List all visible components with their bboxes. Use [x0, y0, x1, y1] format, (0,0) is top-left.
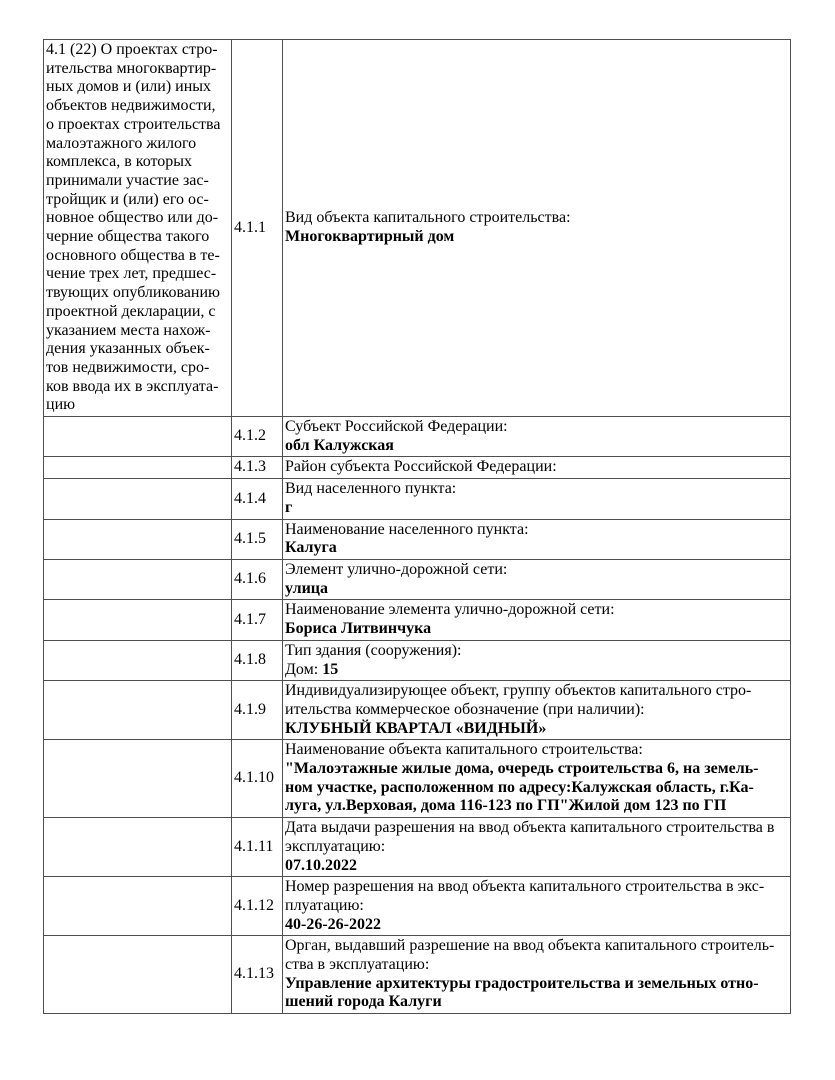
- table-row: [44, 417, 791, 457]
- field-value-text: Бориса Литвинчука: [285, 620, 432, 638]
- row-number: 4.1.13: [232, 936, 283, 1014]
- row-number: 4.1.1: [232, 40, 283, 417]
- row-number: 4.1.10: [232, 740, 283, 818]
- field-label-text: Наименование объекта капитального строительства:: [285, 741, 643, 759]
- section-empty-cell: [44, 457, 232, 479]
- field-value-text: ном участке, расположенном по адресу:Калужская область, г.Ка-: [285, 778, 754, 796]
- row-content: [283, 740, 791, 818]
- field-label-text: Наименование населенного пункта:: [285, 520, 529, 538]
- field-value-text: Многоквартирный дом: [285, 228, 455, 246]
- field-label-text: ительства коммерческое обозначение (при наличии):: [285, 700, 645, 718]
- field-label-text: Вид населенного пункта:: [285, 480, 457, 498]
- field-value-text: шений города Калуги: [285, 993, 442, 1011]
- field-label-line: [285, 480, 788, 499]
- table-row: [44, 740, 791, 818]
- row-content: [283, 818, 791, 877]
- section-description-line: ных домов и (или) иных: [46, 78, 212, 96]
- row-content: [283, 936, 791, 1014]
- field-value-line: [285, 993, 788, 1012]
- table-row: [44, 640, 791, 680]
- field-value-line: [285, 760, 788, 779]
- row-content: [283, 519, 791, 559]
- section-empty-cell: [44, 740, 232, 818]
- table-row: [44, 818, 791, 877]
- field-value-text: г: [285, 498, 293, 516]
- section-description-line: о проектах строительства: [46, 115, 221, 133]
- section-empty-cell: [44, 479, 232, 519]
- row-number: 4.1.6: [232, 559, 283, 599]
- section-description-line: черние общества такого: [46, 228, 210, 246]
- table-row: [44, 936, 791, 1014]
- section-description-line: новное общество или до-: [46, 209, 219, 227]
- field-label-text: Вид объекта капитального строительства:: [285, 209, 571, 227]
- field-value-line: [285, 437, 788, 456]
- field-value-text: 07.10.2022: [285, 856, 357, 874]
- row-number: 4.1.5: [232, 519, 283, 559]
- field-label-text: Тип здания (сооружения):: [285, 641, 462, 659]
- field-label-line: [285, 897, 788, 916]
- section-description-line: проектной декларации, с: [46, 302, 216, 320]
- field-label-text: Дата выдачи разрешения на ввод объекта капитального строительства в: [285, 819, 775, 837]
- field-label-text: эксплуатацию:: [285, 837, 386, 855]
- table-row: [44, 519, 791, 559]
- field-label-line: [285, 642, 788, 661]
- row-content: [283, 40, 791, 417]
- section-description-line: чение трех лет, предшес-: [46, 265, 217, 283]
- field-value-text: "Малоэтажные жилые дома, очередь строительства 6, на земель-: [285, 760, 759, 778]
- table-row: [44, 479, 791, 519]
- table-row: [44, 40, 791, 417]
- row-content: [283, 479, 791, 519]
- field-label-line: [285, 741, 788, 760]
- field-label-line: [285, 601, 788, 620]
- field-value-line: [285, 975, 788, 994]
- field-label-text: Номер разрешения на ввод объекта капитального строительства в экс-: [285, 878, 765, 896]
- row-number: 4.1.9: [232, 681, 283, 740]
- field-value-text: Калуга: [285, 539, 337, 557]
- field-value-line: [285, 539, 788, 558]
- field-label-text: Орган, выдавший разрешение на ввод объекта капитального строитель-: [285, 937, 775, 955]
- table-row: [44, 877, 791, 936]
- section-empty-cell: [44, 936, 232, 1014]
- field-value-line: [285, 661, 788, 680]
- field-value-line: [285, 620, 788, 639]
- table-row: [44, 600, 791, 640]
- section-description-line: 4.1 (22) О проектах стро-: [46, 41, 218, 58]
- declaration-table-body: [44, 40, 791, 1014]
- row-number: 4.1.3: [232, 457, 283, 479]
- section-description-line: дения указанных объек-: [46, 340, 210, 358]
- section-description-cell: [44, 40, 232, 417]
- row-number: 4.1.8: [232, 640, 283, 680]
- field-value-text: улица: [285, 579, 329, 597]
- field-label-text: Субъект Российской Федерации:: [285, 418, 508, 436]
- section-empty-cell: [44, 559, 232, 599]
- field-label-line: [285, 701, 788, 720]
- row-content: [283, 877, 791, 936]
- field-label-line: [285, 458, 788, 477]
- field-value-text: Управление архитектуры градостроительства и земельных отно-: [285, 974, 759, 992]
- section-description-line: принимали участие зас-: [46, 171, 209, 189]
- field-label-text: Наименование элемента улично-дорожной сети:: [285, 601, 615, 619]
- field-label-line: [285, 878, 788, 897]
- field-label-line: [285, 838, 788, 857]
- field-label-line: [285, 561, 788, 580]
- declaration-table: [43, 39, 791, 1014]
- field-label-line: [285, 937, 788, 956]
- table-row: [44, 681, 791, 740]
- section-description-line: цию: [46, 396, 76, 414]
- row-number: 4.1.2: [232, 417, 283, 457]
- table-row: [44, 457, 791, 479]
- field-value-text: КЛУБНЫЙ КВАРТАЛ «ВИДНЫЙ»: [285, 719, 547, 737]
- row-content: [283, 600, 791, 640]
- section-description-line: тройщик и (или) его ос-: [46, 190, 209, 208]
- field-value-line: [285, 228, 788, 247]
- field-value-line: [285, 916, 788, 935]
- section-description-line: ительства многоквартир-: [46, 59, 217, 77]
- field-value-text: обл Калужская: [285, 436, 394, 454]
- field-value-line: [285, 779, 788, 798]
- row-content: [283, 417, 791, 457]
- field-value-text: 15: [322, 660, 339, 678]
- section-empty-cell: [44, 519, 232, 559]
- section-empty-cell: [44, 818, 232, 877]
- field-value-line: [285, 499, 788, 518]
- section-empty-cell: [44, 600, 232, 640]
- field-value-line: [285, 797, 788, 816]
- section-description-line: основного общества в те-: [46, 246, 220, 264]
- row-content: [283, 681, 791, 740]
- field-value-line: [285, 857, 788, 876]
- field-label-text: Элемент улично-дорожной сети:: [285, 560, 508, 578]
- section-empty-cell: [44, 681, 232, 740]
- section-description-line: ков ввода их в эксплуата-: [46, 377, 219, 395]
- section-description-line: тов недвижимости, сро-: [46, 358, 210, 376]
- field-value-line: [285, 720, 788, 739]
- section-description-line: объектов недвижимости,: [46, 97, 216, 115]
- row-number: 4.1.4: [232, 479, 283, 519]
- field-label-line: [285, 682, 788, 701]
- row-content: [283, 559, 791, 599]
- field-label-text: Район субъекта Российской Федерации:: [285, 458, 557, 476]
- field-label-text: Дом:: [285, 660, 323, 678]
- section-empty-cell: [44, 417, 232, 457]
- field-value-text: луга, ул.Верховая, дома 116-123 по ГП"Жилой дом 123 по ГП: [285, 797, 727, 815]
- field-label-text: плуатацию:: [285, 896, 364, 914]
- section-description-line: указанием места нахож-: [46, 321, 211, 339]
- section-description-line: малоэтажного жилого: [46, 134, 197, 152]
- field-label-line: [285, 956, 788, 975]
- row-content: [283, 457, 791, 479]
- field-label-line: [285, 819, 788, 838]
- row-content: [283, 640, 791, 680]
- row-number: 4.1.11: [232, 818, 283, 877]
- row-number: 4.1.12: [232, 877, 283, 936]
- section-empty-cell: [44, 640, 232, 680]
- field-value-line: [285, 580, 788, 599]
- field-label-line: [285, 209, 788, 228]
- field-label-line: [285, 521, 788, 540]
- field-label-text: ства в эксплуатацию:: [285, 956, 430, 974]
- field-label-text: Индивидуализирующее объект, группу объектов капитального стро-: [285, 682, 752, 700]
- table-row: [44, 559, 791, 599]
- field-value-text: 40-26-26-2022: [285, 915, 381, 933]
- section-description-line: твующих опубликованию: [46, 284, 220, 302]
- field-label-line: [285, 418, 788, 437]
- section-description-line: комплекса, в которых: [46, 153, 193, 171]
- row-number: 4.1.7: [232, 600, 283, 640]
- section-empty-cell: [44, 877, 232, 936]
